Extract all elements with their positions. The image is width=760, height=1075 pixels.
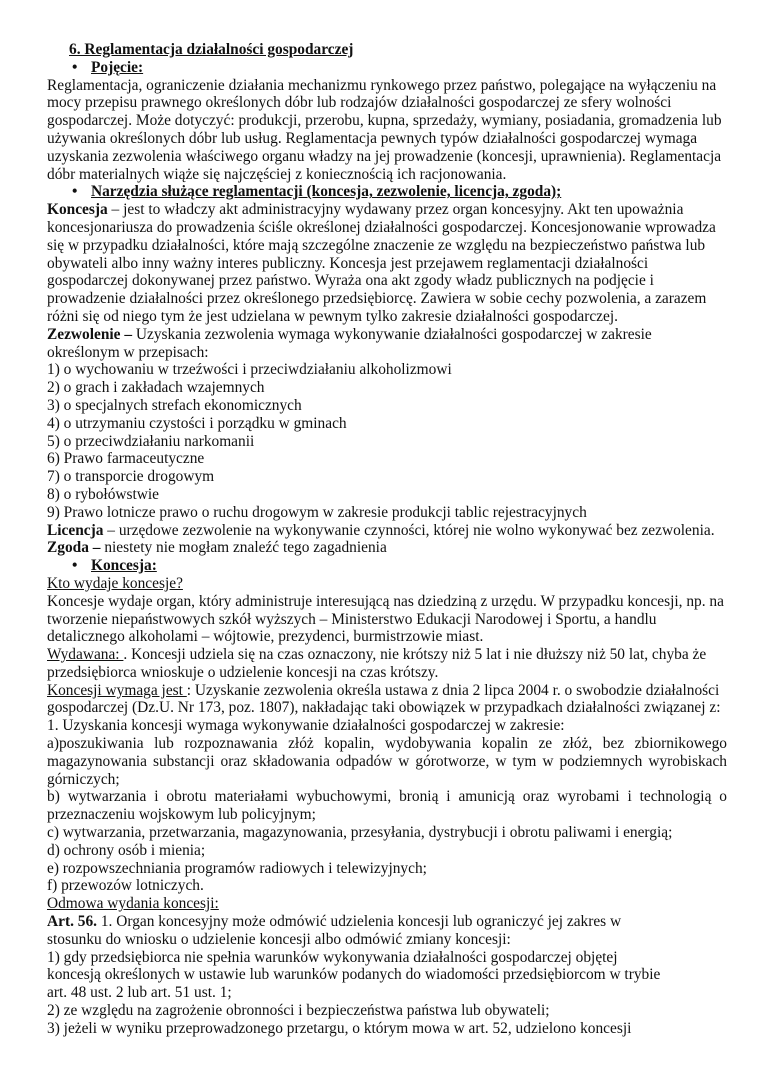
paragraph-line: gospodarczej. Może dotyczyć: produkcji, przerobu, kupna, sprzedaży, wymiany, posiadania, gromadzenia lub <box>47 112 722 130</box>
bullet-icon: • <box>72 58 78 76</box>
paragraph-line <box>47 522 727 540</box>
paragraph-line: Reglamentacja, ograniczenie działania mechanizmu rynkowego przez państwo, polegające na wyłączeniu na <box>47 76 717 94</box>
paragraph-line: 3) o specjalnych strefach ekonomicznych <box>47 396 302 414</box>
paragraph-line: c) wytwarzania, przetwarzania, magazynowania, przesyłania, dystrybucji i obrotu paliwami i energią; <box>47 824 673 842</box>
paragraph-line <box>47 575 727 593</box>
paragraph-line <box>47 682 727 700</box>
paragraph-line: 8) o rybołówstwie <box>47 485 159 503</box>
subheading-label: Odmowa wydania koncesji: <box>47 895 219 913</box>
paragraph-line: mocy przepisu prawnego określonych dóbr lub rodzajów działalności gospodarczej ze sfery wolności <box>47 94 672 112</box>
section-title: 6. Reglamentacja działalności gospodarczej <box>69 41 354 58</box>
paragraph-line <box>47 913 727 931</box>
paragraph-line: 1. Uzyskania koncesji wymaga wykonywanie działalności gospodarczej w zakresie: <box>47 717 565 735</box>
paragraph-line: 2) ze względu na zagrożenie obronności i bezpieczeństwa państwa lub obywateli; <box>47 1002 550 1020</box>
paragraph-line: Koncesje wydaje organ, który administruje interesującą nas dziedziną z urzędu. W przypadku koncesji, np. na <box>47 592 724 610</box>
paragraph-line: magazynowania substancji oraz składowania odpadów w górotworze, w tym w podziemnych wyrobiskach <box>47 752 727 770</box>
bullet-heading-text: Koncesja: <box>91 557 157 575</box>
line-text: . Koncesji udziela się na czas oznaczony, nie krótszy niż 5 lat i nie dłuższy niż 50 lat, chyba że <box>123 646 707 664</box>
term-label: Zezwolenie – <box>47 325 133 343</box>
paragraph-line: prowadzenie działalności przez określonego przedsiębiorcę. Zawiera w sobie cechy pozwolenia, a zarazem <box>47 290 707 308</box>
term-label: Licencja <box>47 521 104 539</box>
paragraph-line: art. 48 ust. 2 lub art. 51 ust. 1; <box>47 984 232 1002</box>
paragraph-line: gospodarczej dokonywanej przez państwo. Wyraża ona akt zgody władz publicznych na podjęcie i <box>47 272 654 290</box>
paragraph-line: 1) gdy przedsiębiorca nie spełnia warunków wykonywania działalności gospodarczej objętej <box>47 948 618 966</box>
paragraph-line: koncesjonariusza do prowadzenia ściśle określonej działalności gospodarczej. Koncesjonowanie wprowadza <box>47 218 716 236</box>
paragraph-line: obywateli albo inny ważny interes publiczny. Koncesja jest przejawem reglamentacji działalności <box>47 254 649 272</box>
paragraph-line: a)poszukiwania lub rozpoznawania złóż kopalin, wydobywania kopalin ze złóż, bez zbiornikowego <box>47 735 727 753</box>
paragraph-line: 3) jeżeli w wyniku przeprowadzonego przetargu, o którym mowa w art. 52, udzielono koncesji <box>47 1019 632 1037</box>
subheading-label: Koncesji wymaga jest <box>47 681 187 699</box>
paragraph-line: stosunku do wniosku o udzielenie koncesji albo odmówić zmiany koncesji: <box>47 930 511 948</box>
paragraph-line: d) ochrony osób i mienia; <box>47 841 206 859</box>
paragraph-line: przedsiębiorca wnioskuje o udzielenie koncesji na czas krótszy. <box>47 663 439 681</box>
paragraph-line: koncesją określonych w ustawie lub warunków podanych do wiadomości przedsiębiorcom w trybie <box>47 966 661 984</box>
paragraph-line: przeznaczeniu wojskowym lub policyjnym; <box>47 806 316 824</box>
paragraph-line: 2) o grach i zakładach wzajemnych <box>47 379 265 397</box>
term-label: Koncesja <box>47 201 108 219</box>
paragraph-line <box>47 326 727 344</box>
line-text: Uzyskania zezwolenia wymaga wykonywanie działalności gospodarczej w zakresie <box>132 325 652 343</box>
paragraph-line: 7) o transporcie drogowym <box>47 468 215 486</box>
line-text: 1. Organ koncesyjny może odmówić udzielenia koncesji lub ograniczyć jej zakres w <box>97 913 622 931</box>
paragraph-line: używania określonych dóbr lub usług. Reglamentacja pewnych typów działalności gospodarczej wymaga <box>47 129 698 147</box>
paragraph-line: 4) o utrzymaniu czystości i porządku w gminach <box>47 414 347 432</box>
paragraph-line: 5) o przeciwdziałaniu narkomanii <box>47 432 255 450</box>
paragraph-line: uzyskania zezwolenia właściwego organu władzy na jej prowadzenie (koncesji, uprawnienia). Reglamentacja <box>47 147 722 165</box>
paragraph-line: 9) Prawo lotnicze prawo o ruchu drogowym w zakresie produkcji tablic rejestracyjnych <box>47 503 587 521</box>
term-label: Zgoda – <box>47 539 101 557</box>
paragraph-line: e) rozpowszechniania programów radiowych i telewizyjnych; <box>47 859 427 877</box>
bullet-heading <box>47 183 727 201</box>
paragraph-line: górniczych; <box>47 770 120 788</box>
line-text: niestety nie mogłam znaleźć tego zagadnienia <box>100 539 387 557</box>
paragraph-line: f) przewozów lotniczych. <box>47 877 204 895</box>
subheading-label: Kto wydaje koncesje? <box>47 574 183 592</box>
paragraph-line: się w przypadku działalności, które mają szczególne znaczenie ze względu na bezpieczeństwo państwa lub <box>47 236 706 254</box>
paragraph-line: różni się od niego tym że jest udzielana w pewnym tylko zakresie działalności gospodarczej. <box>47 307 618 325</box>
paragraph-line: detalicznego alkoholami – wójtowie, prezydenci, burmistrzowie miast. <box>47 628 484 646</box>
bullet-heading <box>47 59 727 77</box>
paragraph-line: 6) Prawo farmaceutyczne <box>47 450 205 468</box>
term-label: Art. 56. <box>47 913 98 931</box>
paragraph-line: dóbr materialnych wiąże się najczęściej z koniecznością ich racjonowania. <box>47 165 507 183</box>
line-text: : Uzyskanie zezwolenia określa ustawa z dnia 2 lipca 2004 r. o swobodzie działalności <box>186 681 720 699</box>
line-text: – urzędowe zezwolenie na wykonywanie czynności, której nie wolno wykonywać bez zezwolenia. <box>103 521 715 539</box>
paragraph-line <box>47 539 727 557</box>
bullet-icon: • <box>72 183 78 201</box>
paragraph-line <box>47 895 727 913</box>
bullet-heading-text: Pojęcie: <box>91 58 144 76</box>
bullet-icon: • <box>72 557 78 575</box>
bullet-heading <box>47 557 727 575</box>
document-page <box>47 41 727 1038</box>
paragraph-line: tworzenie niepaństwowych szkół wyższych – Ministerstwo Edukacji Narodowej i Sportu, a handlu <box>47 610 657 628</box>
bullet-heading-text: Narzędzia służące reglamentacji (koncesja, zezwolenie, licencja, zgoda); <box>91 183 562 201</box>
paragraph-line: gospodarczej (Dz.U. Nr 173, poz. 1807), nakładając taki obowiązek w przypadkach działalności związanej z: <box>47 699 721 717</box>
paragraph-line <box>47 201 727 219</box>
line-text: – jest to władczy akt administracyjny wydawany przez organ koncesyjny. Akt ten upoważnia <box>107 201 684 219</box>
paragraph-line: określonym w przepisach: <box>47 343 209 361</box>
subheading-label: Wydawana: <box>47 646 124 664</box>
paragraph-line: b) wytwarzania i obrotu materiałami wybuchowymi, bronią i amunicją oraz wyrobami i technologią o <box>47 788 727 806</box>
paragraph-line: 1) o wychowaniu w trzeźwości i przeciwdziałaniu alkoholizmowi <box>47 361 452 379</box>
paragraph-line <box>47 646 727 664</box>
